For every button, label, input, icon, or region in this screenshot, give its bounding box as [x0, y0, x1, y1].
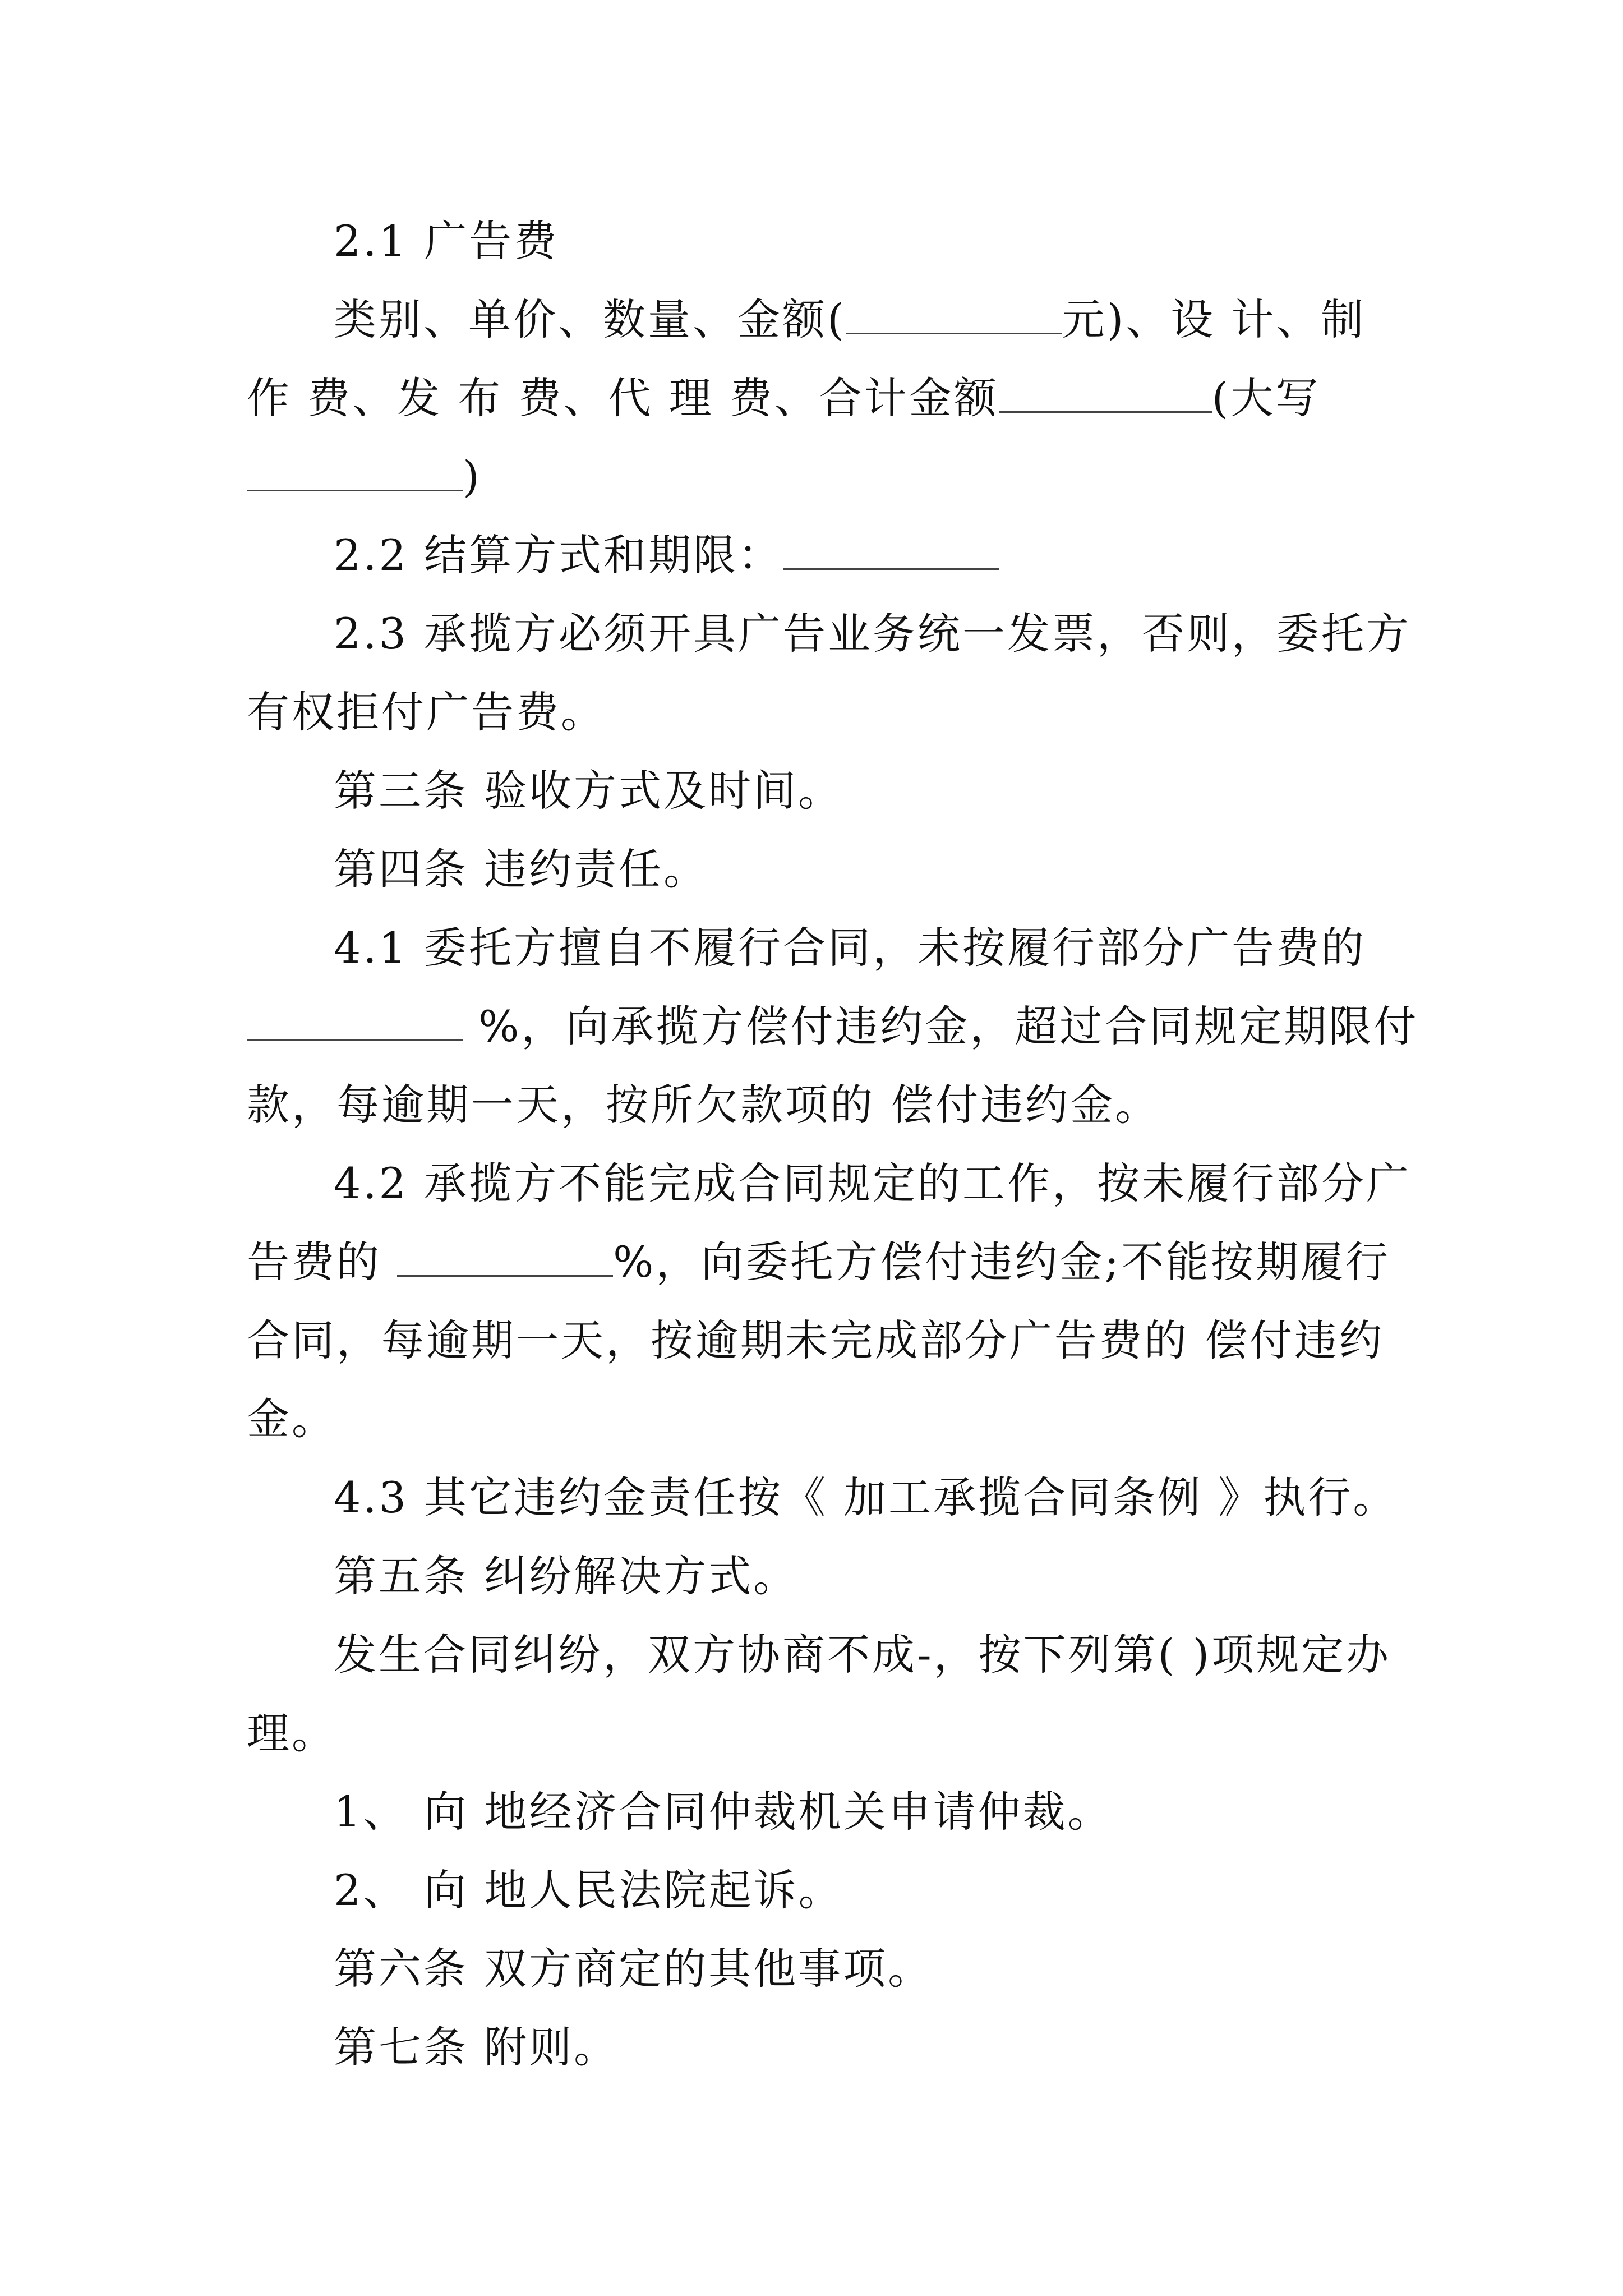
- percent-blank-2: [397, 1235, 613, 1277]
- article-7: [334, 2017, 619, 2078]
- text: 2.2 结算方式和期限：: [334, 530, 783, 580]
- percent-blank-1: [247, 999, 463, 1041]
- article-3: [334, 760, 843, 822]
- article-6: [334, 1938, 933, 2000]
- clause-2-1-heading: [334, 210, 559, 272]
- option-2: [334, 1860, 843, 1921]
- text: 2.1 广告费: [334, 216, 559, 266]
- option-1: [334, 1781, 1113, 1843]
- clause-4-1-line2: [247, 996, 1418, 1057]
- clause-2-1-items-line1: [334, 289, 1366, 351]
- text: 款，每逾期一天，按所欠款项的 偿付违约金。: [247, 1080, 1160, 1130]
- text: 4.3 其它违约金责任按《 加工承揽合同条例 》执行。: [334, 1473, 1398, 1522]
- article-5-text-line1: [334, 1624, 1391, 1686]
- text: (大写: [1211, 373, 1321, 423]
- text: ): [463, 452, 482, 501]
- clause-2-3-line2: [247, 682, 606, 743]
- text: 金。: [247, 1394, 336, 1444]
- text: 发生合同纠纷，双方协商不成-，按下列第( )项规定办: [334, 1630, 1391, 1680]
- article-4: [334, 839, 708, 900]
- clause-2-1-items-line3: [247, 446, 482, 508]
- text: 告费的: [247, 1237, 398, 1287]
- text: 元)、设 计、制: [1062, 295, 1366, 344]
- clause-2-3-line1: [334, 603, 1411, 665]
- clause-2-2: [334, 524, 999, 586]
- text: 第三条 验收方式及时间。: [334, 766, 843, 816]
- text: 2.3 承揽方必须开具广告业务统一发票，否则，委托方: [334, 609, 1412, 659]
- settlement-blank: [783, 528, 999, 570]
- clause-4-1-line3: [247, 1074, 1160, 1136]
- clause-4-3: [334, 1467, 1398, 1529]
- text: 第四条 违约责任。: [334, 844, 709, 894]
- article-5-text-line2: [247, 1703, 336, 1764]
- amount-blank: [846, 292, 1062, 334]
- text: %，向委托方偿付违约金;不能按期履行: [613, 1237, 1390, 1287]
- text: 合同，每逾期一天，按逾期未完成部分广告费的 偿付违约: [247, 1315, 1385, 1365]
- text: %，向承揽方偿付违约金，超过合同规定期限付: [463, 1001, 1419, 1051]
- clause-4-2-line3: [247, 1310, 1384, 1372]
- total-amount-blank: [999, 371, 1212, 413]
- text: 类别、单价、数量、金额(: [334, 295, 846, 344]
- text: 2、 向 地人民法院起诉。: [334, 1865, 843, 1915]
- clause-4-2-line1: [334, 1153, 1411, 1214]
- clause-4-2-line4: [247, 1388, 336, 1450]
- uppercase-amount-blank: [247, 449, 463, 491]
- text: 1、 向 地经济合同仲裁机关申请仲裁。: [334, 1787, 1113, 1837]
- text: 作 费、发 布 费、代 理 费、合计金额: [247, 373, 999, 423]
- text: 4.1 委托方擅自不履行合同，未按履行部分广告费的: [334, 923, 1367, 973]
- text: 4.2 承揽方不能完成合同规定的工作，按未履行部分广: [334, 1158, 1412, 1208]
- text: 第五条 纠纷解决方式。: [334, 1551, 799, 1601]
- text: 第七条 附则。: [334, 2022, 619, 2072]
- clause-2-1-items-line2: [247, 367, 1320, 429]
- article-5: [334, 1545, 798, 1607]
- clause-4-1-line1: [334, 917, 1366, 979]
- text: 有权拒付广告费。: [247, 687, 606, 737]
- text: 理。: [247, 1708, 336, 1758]
- text: 第六条 双方商定的其他事项。: [334, 1944, 933, 1994]
- clause-4-2-line2: [247, 1231, 1390, 1293]
